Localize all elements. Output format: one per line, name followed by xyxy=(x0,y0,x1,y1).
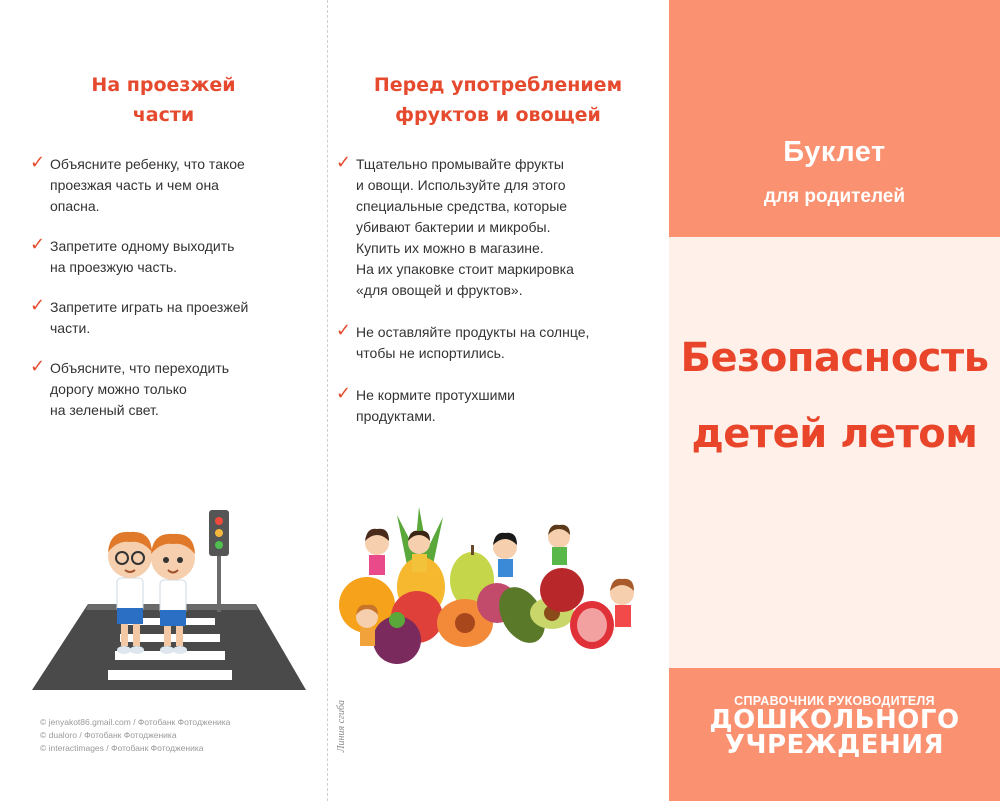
list-item: ✓ Объясните ребенку, что такое проезжая часть и чем она опасна. xyxy=(30,152,245,214)
checkmark-icon: ✓ xyxy=(30,356,46,377)
crosswalk-illustration xyxy=(30,500,310,700)
middle-panel xyxy=(327,0,669,801)
crosswalk-stripe xyxy=(108,670,232,680)
main-title: Безопасность детей летом xyxy=(680,335,989,457)
kid-figure xyxy=(365,529,389,575)
photo-credits: © jenyakot86.gmail.com / Фотобанк Фотодженика © dualoro / Фотобанк Фотодженика © interactimages / Фотобанк Фотодженика xyxy=(40,717,231,753)
cover-panel xyxy=(669,0,1000,801)
road-rules-list xyxy=(28,154,248,421)
list-item: ✓ Тщательно промывайте фрукты и овощи. Используйте для этого специальные средства, которые убивают бактерии и микробы. Купить их можно в магазине. На их упаковке стоит маркировка «для овощей и фруктов». xyxy=(336,152,574,298)
kid-figure xyxy=(548,525,570,565)
pomegranate xyxy=(540,568,584,612)
checkmark-icon: ✓ xyxy=(30,295,46,316)
checkmark-icon: ✓ xyxy=(336,320,352,341)
list-item: ✓ Запретите одному выходить на проезжую часть. xyxy=(30,234,235,275)
checkmark-icon: ✓ xyxy=(336,383,352,404)
list-item: ✓ Запретите играть на проезжей части. xyxy=(30,295,249,336)
fruits-heading: Перед употреблением фруктов и овощей xyxy=(373,74,623,126)
left-panel xyxy=(0,0,327,801)
road-heading: На проезжей части xyxy=(91,74,236,126)
fold-label: Линия сгиба xyxy=(336,700,347,753)
list-item: ✓ Не оставляйте продукты на солнце, чтобы не испортились. xyxy=(336,320,590,361)
kid-figure xyxy=(610,579,634,627)
booklet-title: Буклет xyxy=(783,136,886,168)
list-item: ✓ Не кормите протухшими продуктами. xyxy=(336,383,515,424)
checkmark-icon: ✓ xyxy=(30,234,46,255)
kid-figure xyxy=(493,533,517,577)
publisher-logo: СПРАВОЧНИК РУКОВОДИТЕЛЯ ДОШКОЛЬНОГО УЧРЕЖДЕНИЯ xyxy=(709,694,960,760)
fruits-illustration xyxy=(337,505,662,670)
checkmark-icon: ✓ xyxy=(30,152,46,173)
fruit-rules-list xyxy=(334,154,589,427)
list-item: ✓ Объясните, что переходить дорогу можно только на зеленый свет. xyxy=(30,356,230,418)
checkmark-icon: ✓ xyxy=(336,152,352,173)
booklet-subtitle: для родителей xyxy=(763,186,906,207)
